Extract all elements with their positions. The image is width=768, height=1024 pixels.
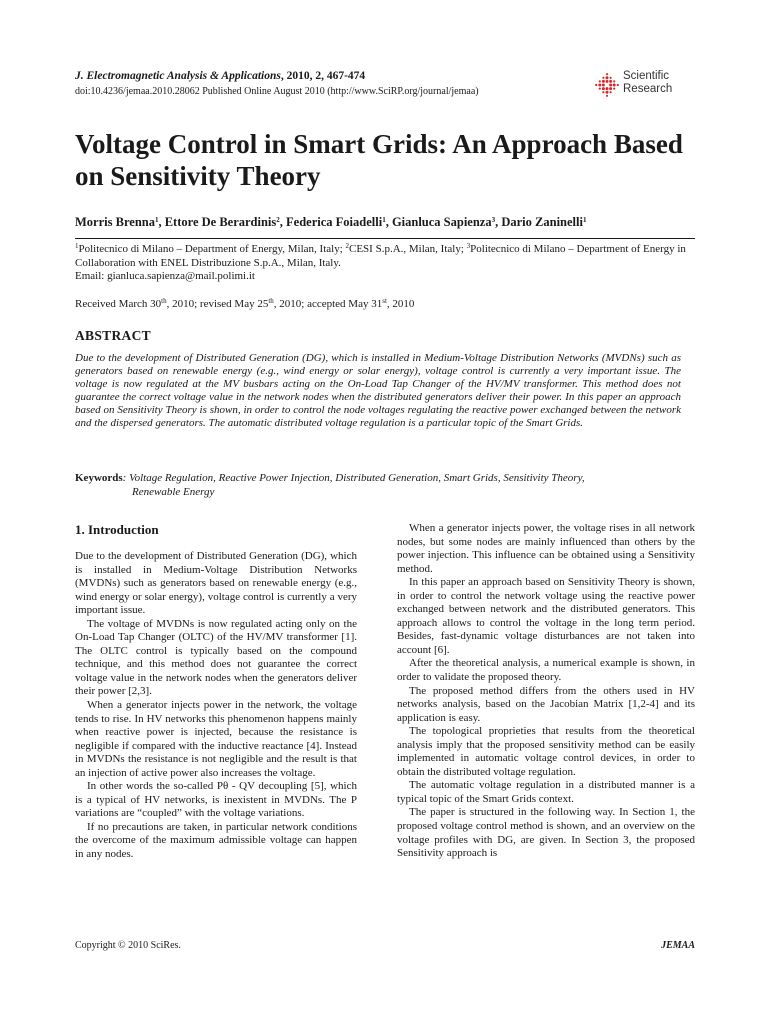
author: Gianluca Sapienza$^3$, [391, 215, 502, 229]
logo-dot [602, 84, 605, 87]
author: Dario Zaninelli$^1$ [501, 215, 587, 229]
header-divider [75, 238, 695, 239]
paragraph: Due to the development of Distributed Generation (DG), which is installed in Medium-Voltage Distribution Networks (MVDNs) such as generators based on renewable energy (e.g., wind energy or solar energy), voltage control is currently a very important issue. [75, 550, 357, 617]
author-list [75, 215, 695, 230]
paragraph: When a generator injects power in the network, the voltage tends to rise. In HV networks this phenomenon happens mainly when reactive power is injected, because the resistance is negligible if compared with the inductive reactance [4]. Instead in MVDNs the resistance is not negligible and the result is that an injection of active power also increases the voltage. [75, 699, 357, 779]
abstract-text: Due to the development of Distributed Generation (DG), which is installed in Medium-Voltage Distribution Networks (MVDNs) such as generators based on renewable energy (e.g., wind energy or solar energy), voltage control is currently a very important issue. The voltage is now regulated at the MV busbars acting on the On-Load Tap Changer of the HV/MV transformer. This method does not guarantee the correct voltage value in the network nodes when the distributed generators deliver their power. In this paper an approach based on Sensitivity Theory is shown, in order to control the node voltages regulating the reactive power exchanged between the network and the dispersed generators. The automatic distributed voltage regulation is a particular topic of the Smart Grids. [75, 352, 681, 429]
journal-volume-pages: , 2010, 2, 467-474 [280, 70, 366, 82]
journal-citation [75, 70, 595, 82]
publisher-logo [594, 68, 704, 102]
paragraph: The paper is structured in the following way. In Section 1, the proposed voltage control method is shown, and an overview on the voltage profiles with DG, are given. In Section 3, the proposed Sensitivity approach is [397, 806, 695, 860]
scientific-research-logo-icon [594, 72, 620, 98]
logo-dot [595, 84, 597, 86]
logo-dot [606, 95, 608, 97]
logo-dot [598, 84, 601, 87]
paragraph: When a generator injects power, the voltage rises in all network nodes, but some nodes are mainly influenced than others by the power injection. This influence can be obtained using a Sensitivity method. [397, 522, 695, 575]
logo-dot [609, 80, 612, 83]
column-right [397, 522, 695, 861]
logo-dot [606, 73, 608, 75]
logo-line-1: Scientific [623, 70, 670, 82]
keywords-text-cont: Renewable Energy [132, 485, 215, 498]
keywords-label: Keywords [75, 472, 123, 484]
logo-dot [602, 77, 604, 79]
logo-dot [599, 88, 601, 90]
logo-dot [609, 84, 612, 87]
paragraph: In other words the so-called Pθ - QV decoupling [5], which is a typical of HV networks, is inexistent in MVDNs. The P variations are “coupled” with the voltage variations. [75, 780, 357, 820]
logo-line-2: Research [623, 83, 673, 95]
logo-dot [617, 84, 619, 86]
received-dates: Received March 30th, 2010; revised May 25th, 2010; accepted May 31st, 2010 [75, 297, 415, 310]
author: Ettore De Berardinis$^2$, [164, 215, 287, 229]
logo-text [623, 70, 672, 96]
logo-dot [602, 87, 605, 90]
logo-dot [606, 91, 609, 94]
logo-dot [610, 91, 612, 93]
logo-dot [599, 80, 601, 82]
logo-dot [613, 84, 616, 87]
abstract-heading: ABSTRACT [75, 328, 151, 343]
paragraph: In this paper an approach based on Sensitivity Theory is shown, in order to control the network voltage using the reactive power exchanged between network and the distributed generators. This approach allows to control the voltage in the long term period. Besides, fast-dynamic voltage disturbances are not taken into account [6]. [397, 576, 695, 656]
paragraph: After the theoretical analysis, a numerical example is shown, in order to validate the proposed theory. [397, 657, 695, 684]
logo-dot [606, 76, 609, 79]
logo-dot [610, 77, 612, 79]
journal-name: J. Electromagnetic Analysis & Applications [75, 70, 281, 82]
paragraph: The automatic voltage regulation in a distributed manner is a typical topic of the Smart Grids context. [397, 779, 695, 805]
column-left [75, 522, 357, 862]
logo-dot [602, 91, 604, 93]
keywords-text: : Voltage Regulation, Reactive Power Injection, Distributed Generation, Smart Grids, Sensitivity Theory, [122, 472, 585, 484]
paragraph: The proposed method differs from the others used in HV networks analysis, based on the Jacobian Matrix [1,2-4] and its application is easy. [397, 684, 695, 724]
contact-email: Email: gianluca.sapienza@mail.polimi.it [75, 270, 255, 282]
copyright: Copyright © 2010 SciRes. [75, 940, 181, 951]
logo-dot [613, 88, 615, 90]
affiliations: $^1$Politecnico di Milano – Department of Energy, Milan, Italy; $^2$CESI S.p.A., Milan, Italy; $^3$Politecnico di Milano – Department of Energy in Collaboration with ENEL Distribuzione S.p.A., Milan, Italy. [75, 242, 686, 269]
section-heading: 1. Introduction [75, 522, 159, 537]
logo-dot [613, 80, 615, 82]
logo-dot [606, 87, 609, 90]
paper-title: Voltage Control in Smart Grids: An Approach Based on Sensitivity Theory [75, 129, 683, 191]
logo-dot [609, 87, 612, 90]
doi-line: doi:10.4236/jemaa.2010.28062 Published Online August 2010 (http://www.SciRP.org/journal/jemaa) [75, 86, 479, 97]
journal-abbreviation: JEMAA [661, 940, 695, 951]
logo-dot [602, 80, 605, 83]
paragraph: The voltage of MVDNs is now regulated acting only on the On-Load Tap Changer (OLTC) of the HV/MV transformer [1]. The OLTC control is typically based on the compound technique, and this method does not guarantee the correct voltage value in the network nodes when the generators deliver their power [2,3]. [75, 617, 357, 698]
keywords [75, 472, 695, 499]
paragraph: The topological proprieties that results from the theoretical analysis imply that the proposed sensitivity method can be easily implemented in automatic voltage control devices, in order to obtain the distributed voltage regulation. [397, 725, 695, 778]
paragraph: If no precautions are taken, in particular network conditions the overcome of the maximum admissible voltage can happen in any nodes. [75, 820, 357, 861]
author: Morris Brenna$^1$, [75, 215, 165, 229]
author: Federica Foiadelli$^1$, [286, 215, 392, 229]
logo-dot [606, 80, 609, 83]
